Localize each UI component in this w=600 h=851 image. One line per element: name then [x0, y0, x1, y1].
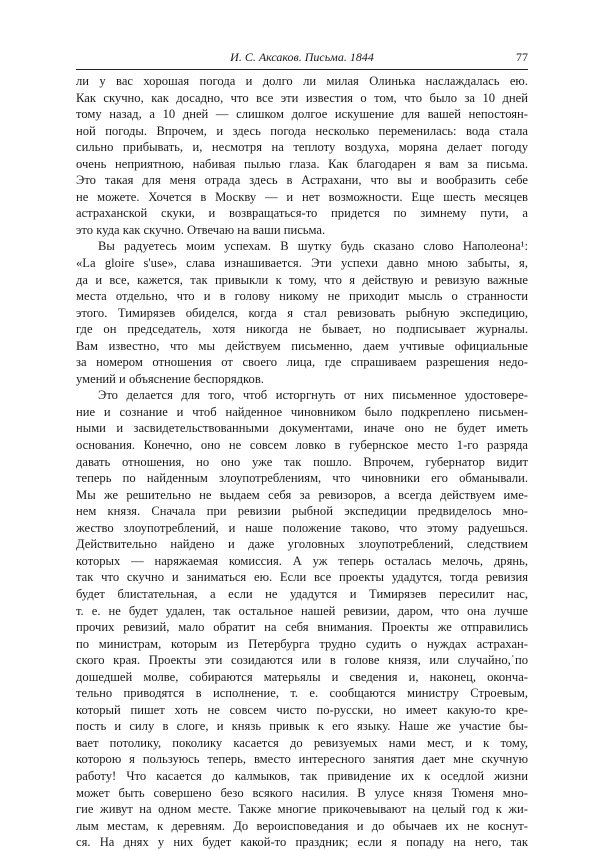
text-line: Вам известно, что мы действуем письменно, даем учтивые официальные	[76, 338, 528, 353]
text-line: Это делается для того, чтоб исторгнуть от них письменное удостовере-	[98, 388, 528, 403]
text-line: жество злоупотреблений, и наше положение таково, что этому радуешься.	[76, 520, 528, 535]
running-header	[76, 50, 528, 68]
text-line: может быть совершено безо всякого насилия. В улусе князя Тюменя мно-	[76, 785, 528, 800]
text-line: ли у вас хорошая погода и долго ли милая Олинька наслаждалась ею.	[76, 74, 528, 88]
text-line: теперь по найденным злоупотреблениям, что чиновники его обманывали.	[76, 471, 528, 486]
text-line: давать отношения, но оно уже так пошло. Впрочем, губернатор видит	[76, 454, 528, 469]
text-line: т. е. не будет удален, так остальное нашей ревизии, даром, что она лучше	[76, 603, 528, 618]
text-line: который пишет хоть не совсем чисто по-русски, но имеет какую-то кре-	[76, 702, 528, 717]
text-line: места отдельно, что и в голову никому не приходит мысль о странности	[76, 289, 528, 304]
text-line: Действительно найдено и даже уголовных злоупотреблений, следствием	[76, 537, 528, 552]
page-number: 77	[516, 50, 528, 64]
text-line: ние и сознание и чтоб найденное чиновником было подкреплено письмен-	[76, 404, 528, 419]
text-line: работу! Что касается до калмыков, так привидение их к оседлой жизни	[76, 768, 528, 783]
text-line: этого. Тимирязев обиделся, когда я стал ревизовать рыбную экспедицию,	[76, 305, 528, 320]
text-line: тому назад, а 10 дней — слишком долгое искушение для вашей непостоян-	[76, 107, 528, 122]
running-title: И. С. Аксаков. Письма. 1844	[230, 50, 374, 64]
text-line: это куда как скучно. Отвечаю на ваши письма.	[76, 222, 326, 237]
text-line: Вы радуетесь моим успехам. В шутку будь сказано слово Наполеона¹:	[98, 239, 528, 254]
text-line: сильно прибывать, и, несмотря на теплоту воздуха, моряна делает погоду	[76, 140, 528, 155]
paragraph	[76, 73, 528, 238]
text-line: которых — наряжаемая комиссия. А уж теперь осталась мелочь, дрянь,	[76, 553, 528, 568]
text-line: умений и объяснение беспорядков.	[76, 371, 264, 386]
text-line: которою я пользуюсь теперь, вместо интересного занятия дает мне скучную	[76, 752, 528, 767]
paragraph	[76, 238, 528, 387]
text-line: по министрам, которым из Петербурга трудно судить о нуждах астрахан-	[76, 636, 528, 651]
text-line: прочих ревизий, мало обратит на себя внимания. Проекты же отправились	[76, 620, 528, 635]
text-line: Мы же решительно не выдаем себя за ревизоров, а всегда действуем име-	[76, 487, 528, 502]
text-line: тельно приводятся в исполнение, т. е. сообщаются министру Строевым,	[76, 686, 528, 701]
text-line: вает потолику, поколику касается до ревизуемых нами мест, и к тому,	[76, 735, 528, 750]
text-line: не можете. Хочется в Москву — и нет возможности. Еще шесть месяцев	[76, 189, 528, 204]
text-line: нем князя. Сначала при ревизии рыбной экспедиции предвиделось мно-	[76, 504, 528, 519]
text-line: пость и силу в слоге, и князь привык к его языку. Наше же участие бы-	[76, 719, 528, 734]
text-line: гие живут на одном месте. Также многие прикочевывают на целый год к жи-	[76, 802, 528, 817]
text-line: ся. На днях у них будет какой-то праздник; если я попаду на него, так	[76, 835, 528, 850]
header-rule	[76, 69, 528, 70]
text-line: да и все, кажется, так привыкли к тому, что я действую и ревизую важные	[76, 272, 528, 287]
text-line: ной погоды. Впрочем, и здесь погода несколько переменилась: вода стала	[76, 123, 528, 138]
body-text	[76, 73, 528, 851]
text-line: будет блистательная, а если не удадутся и Тимирязев пересилит нас,	[76, 586, 528, 601]
text-line: так что скучно и заниматься ею. Если все проекты удадутся, тогда ревизия	[76, 570, 528, 585]
text-line: «La gloire s'use», слава изнашивается. Эти успехи давно мною забыты, я,	[76, 256, 528, 271]
text-line: дошедшей молве, собираются матерьялы и сведения и, наконец, оконча-	[76, 669, 528, 684]
text-line: Как скучно, как досадно, что все эти известия о том, что было за 10 дней	[76, 90, 528, 105]
text-line: очень неприятною, набивая пылью глаза. Как благодарен я вам за письма.	[76, 156, 528, 171]
text-line: ского края. Проекты эти созидаются или в голове князя, или случайно,ˈпо	[76, 653, 528, 668]
paragraph	[76, 387, 528, 850]
text-line: основания. Конечно, оно не совсем ловко в губернское место 1-го разряда	[76, 438, 528, 453]
text-line: за номером отношения от своего лица, где спрашиваем разрешения недо-	[76, 355, 528, 370]
text-line: ными и засвидетельствованными документами, иначе оно не будет иметь	[76, 421, 528, 436]
text-line: астраханской скуки, и возвращаться-то придется по зимнему пути, а	[76, 206, 528, 221]
text-line: лым местам, к деревням. До вероисповедания и до обычаев их не коснут-	[76, 818, 528, 833]
text-line: где он председатель, хотя никогда не бывает, но подписывает журналы.	[76, 322, 528, 337]
text-line: Это такая для меня отрада здесь в Астрахани, что вы и вообразить себе	[76, 173, 528, 188]
